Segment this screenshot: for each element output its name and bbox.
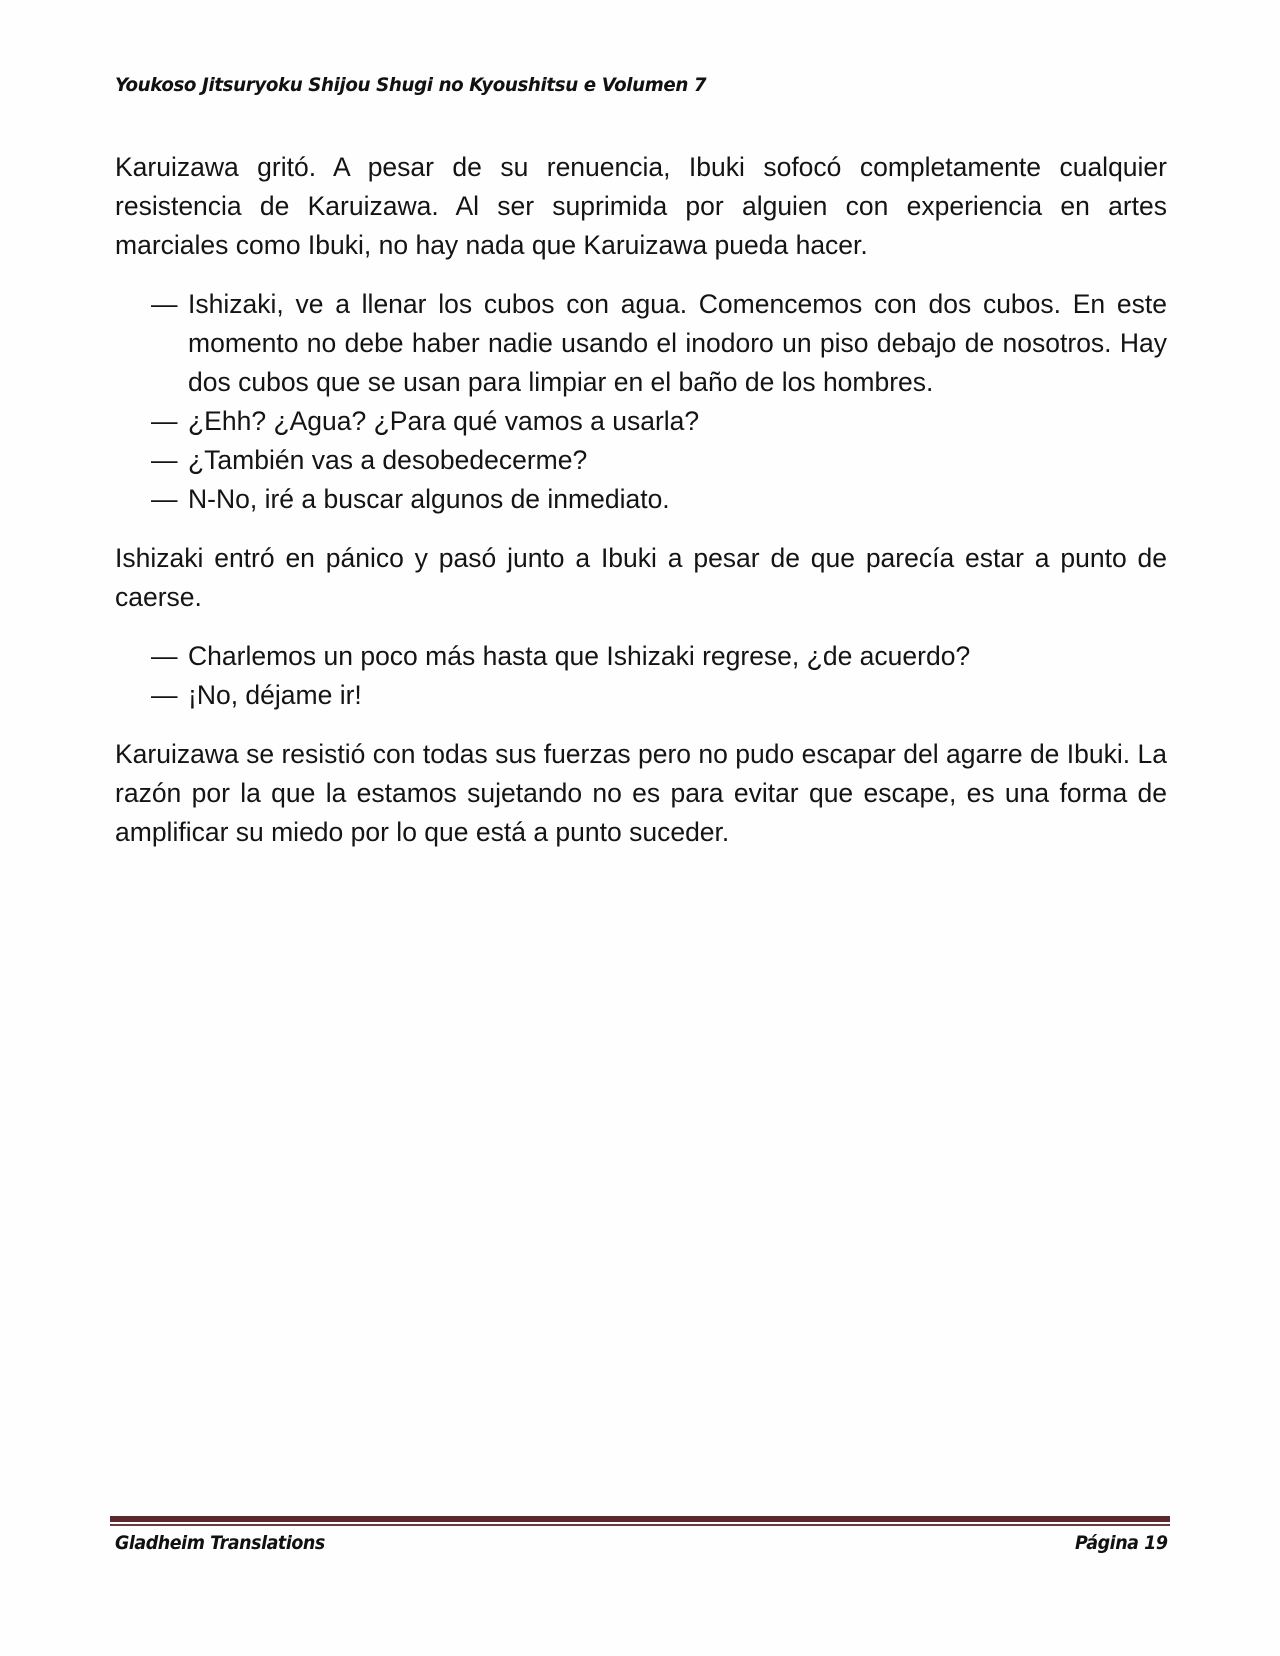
em-dash: — xyxy=(151,484,178,514)
dialogue-text: Charlemos un poco más hasta que Ishizaki regrese, ¿de acuerdo? xyxy=(188,641,971,671)
em-dash: — xyxy=(151,680,178,710)
footer-rule-thin xyxy=(110,1524,1170,1526)
em-dash: — xyxy=(151,406,178,436)
dialogue-text: ¡No, déjame ir! xyxy=(188,680,362,710)
dialogue-line xyxy=(115,285,1167,402)
dialogue-text: N-No, iré a buscar algunos de inmediato. xyxy=(188,484,670,514)
footer-rule xyxy=(110,1516,1170,1522)
em-dash: — xyxy=(151,289,178,319)
em-dash: — xyxy=(151,641,178,671)
dialogue-block xyxy=(115,637,1167,715)
dialogue-text: Ishizaki, ve a llenar los cubos con agua. Comencemos con dos cubos. En este momento no debe haber nadie usando el inodoro un piso debajo de nosotros. Hay dos cubos que se usan para limpiar en el baño de los hombres. xyxy=(188,289,1167,397)
dialogue-text: ¿También vas a desobedecerme? xyxy=(188,445,588,475)
dialogue-line xyxy=(115,637,1167,676)
dialogue-line xyxy=(115,402,1167,441)
running-header-title: Youkoso Jitsuryoku Shijou Shugi no Kyoushitsu e Volumen 7 xyxy=(115,74,707,96)
body-text xyxy=(115,148,1167,852)
dialogue-text: ¿Ehh? ¿Agua? ¿Para qué vamos a usarla? xyxy=(188,406,700,436)
footer-translator-credit: Gladheim Translations xyxy=(115,1532,325,1554)
footer-page-number: Página 19 xyxy=(1075,1532,1168,1554)
dialogue-block xyxy=(115,285,1167,519)
em-dash: — xyxy=(151,445,178,475)
dialogue-line xyxy=(115,441,1167,480)
dialogue-line xyxy=(115,480,1167,519)
paragraph: Karuizawa gritó. A pesar de su renuencia, Ibuki sofocó completamente cualquier resistencia de Karuizawa. Al ser suprimida por alguien con experiencia en artes marciales como Ibuki, no hay nada que Karuizawa pueda hacer. xyxy=(115,152,1167,260)
paragraph: Ishizaki entró en pánico y pasó junto a Ibuki a pesar de que parecía estar a punto de caerse. xyxy=(115,543,1167,612)
dialogue-line xyxy=(115,676,1167,715)
paragraph: Karuizawa se resistió con todas sus fuerzas pero no pudo escapar del agarre de Ibuki. La razón por la que la estamos sujetando no es para evitar que escape, es una forma de amplificar su miedo por lo que está a punto suceder. xyxy=(115,739,1167,847)
